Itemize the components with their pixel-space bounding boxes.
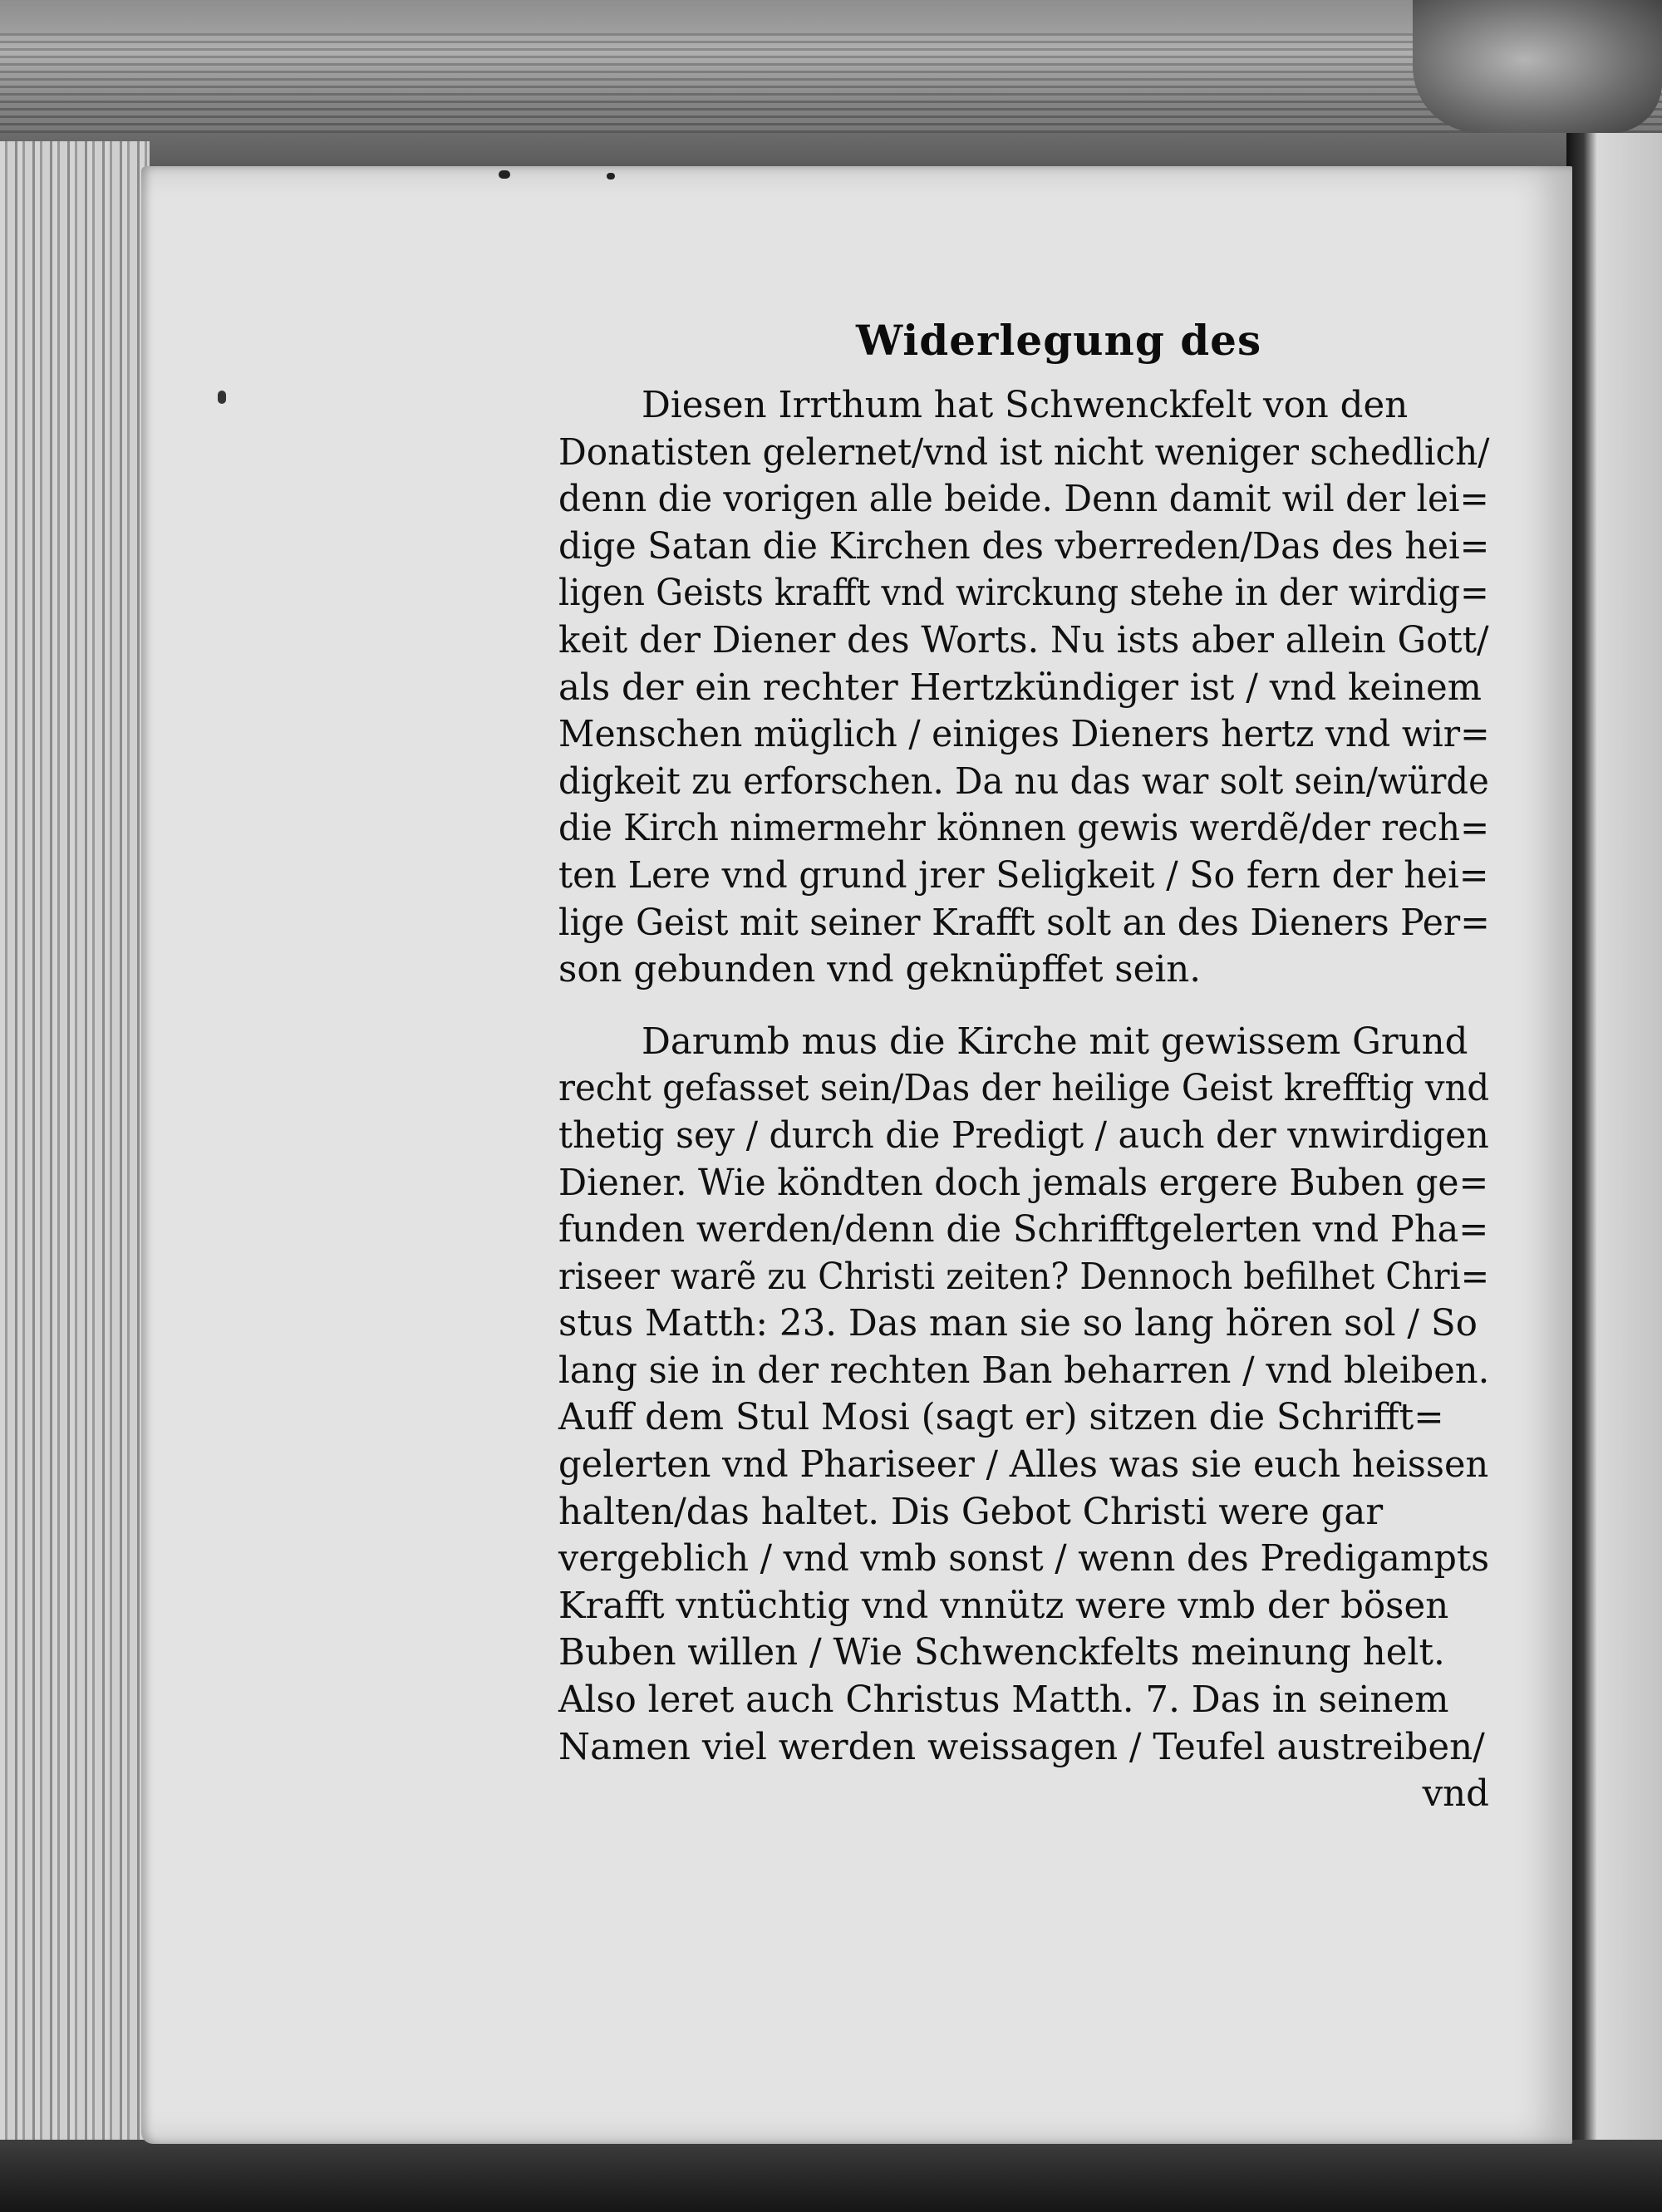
text-line: riseer warẽ zu Christi zeiten? Dennoch befilhet Chri= [558, 1256, 1490, 1298]
text-line: ligen Geists krafft vnd wirckung stehe in der wirdig= [558, 573, 1489, 615]
text-line: ten Lere vnd grund jrer Seligkeit / So fern der hei= [558, 854, 1489, 897]
text-line: Darumb mus die Kirche mit gewissem Grund [642, 1020, 1468, 1063]
ink-mark [499, 170, 510, 179]
ink-mark [607, 173, 615, 179]
text-line: als der ein rechter Hertzkündiger ist / vnd keinem [558, 666, 1483, 709]
text-line: Menschen müglich / einiges Dieners hertz vnd wir= [558, 714, 1490, 756]
margin-mark [218, 391, 226, 404]
text-line: Donatisten gelernet/vnd ist nicht weniger schedlich/ [558, 431, 1490, 474]
page-stack-edges [0, 141, 150, 2152]
text-line: vergeblich / vnd vmb sonst / wenn des Predigampts [558, 1538, 1490, 1580]
book-clasp [1413, 0, 1662, 133]
text-line: keit der Diener des Worts. Nu ists aber allein Gott/ [558, 619, 1489, 661]
text-line: digkeit zu erforschen. Da nu das war solt sein/würde [558, 760, 1489, 803]
text-line: gelerten vnd Phariseer / Alles was sie euch heissen [558, 1444, 1489, 1487]
text-line: lang sie in der rechten Ban beharren / vnd bleiben. [558, 1349, 1490, 1392]
catchword: vnd [1422, 1773, 1489, 1816]
running-header: Widerlegung des [856, 316, 1262, 365]
text-line: stus Matth: 23. Das man sie so lang hören sol / So [558, 1303, 1478, 1345]
text-line: halten/das haltet. Dis Gebot Christi were gar [558, 1491, 1384, 1533]
text-line: Auff dem Stul Mosi (sagt er) sitzen die Schrifft= [558, 1397, 1444, 1439]
book-gutter [1566, 133, 1662, 2160]
text-line: Namen viel werden weissagen / Teufel austreiben/ [558, 1726, 1485, 1768]
text-line: die Kirch nimermehr können gewis werdẽ/der rech= [558, 808, 1490, 850]
text-line: Also leret auch Christus Matth. 7. Das in seinem [558, 1679, 1449, 1722]
text-line: recht gefasset sein/Das der heilige Geist krefftig vnd [558, 1068, 1490, 1110]
body-text [558, 382, 1489, 1818]
text-line: Diener. Wie köndten doch jemals ergere Buben ge= [558, 1162, 1489, 1204]
text-line: lige Geist mit seiner Krafft solt an des Dieners Per= [558, 902, 1490, 944]
book-bottom-edge [0, 2140, 1662, 2212]
text-line: Buben willen / Wie Schwenckfelts meinung helt. [558, 1632, 1445, 1674]
paragraph-2 [558, 1019, 1489, 1818]
text-line: dige Satan die Kirchen des vberreden/Das des hei= [558, 525, 1490, 568]
text-line: son gebunden vnd geknüpffet sein. [558, 949, 1202, 991]
paragraph-1 [558, 382, 1489, 994]
text-line: Krafft vntüchtig vnd vnnütz were vmb der bösen [558, 1585, 1449, 1627]
text-line: funden werden/denn die Schrifftgelerten vnd Pha= [558, 1209, 1489, 1251]
text-line: Diesen Irrthum hat Schwenckfelt von den [642, 385, 1409, 426]
text-line: denn die vorigen alle beide. Denn damit wil der lei= [558, 479, 1489, 521]
text-line: thetig sey / durch die Predigt / auch der vnwirdigen [558, 1114, 1489, 1157]
